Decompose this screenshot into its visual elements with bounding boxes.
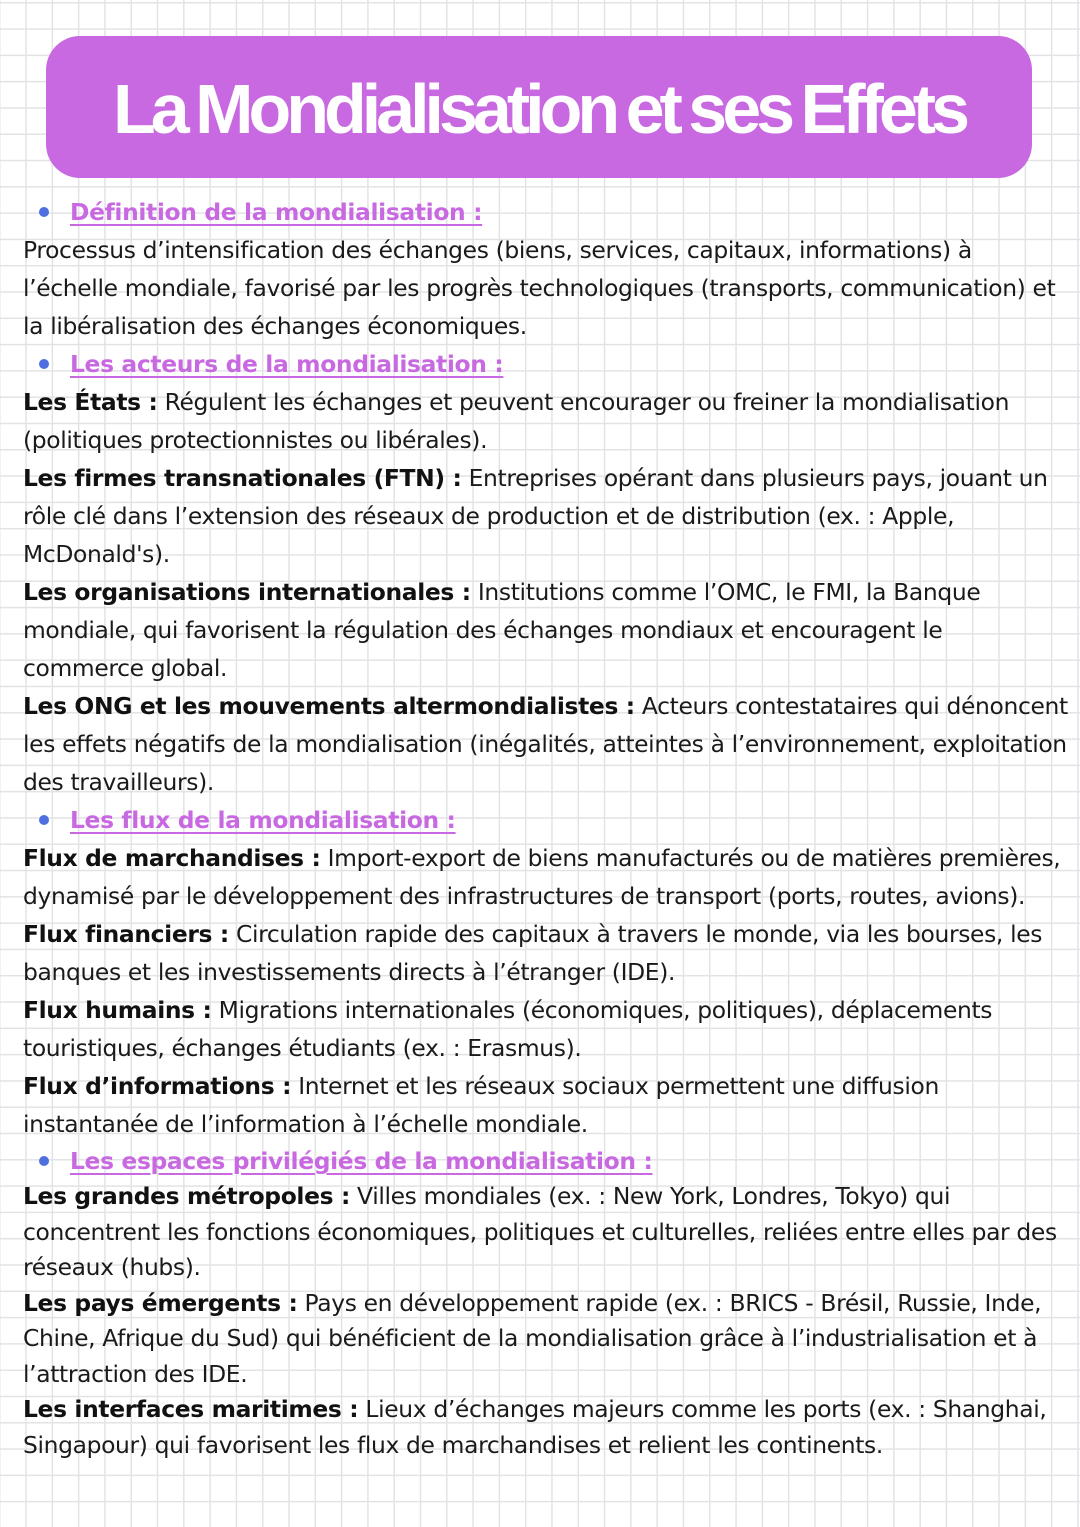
paragraph-text: Processus d’intensification des échanges (biens, services, capitaux, informations) à l’échelle mondiale, favorisé par les progrès technologiques (transports, communication) et la libéralisation des échanges économiques.	[23, 236, 1056, 340]
section-espaces	[23, 1143, 1068, 1463]
section-heading-text: Les flux de la mondialisation :	[70, 806, 456, 834]
section-heading-text: Définition de la mondialisation :	[70, 198, 483, 226]
term-label: Flux humains :	[23, 996, 212, 1024]
bullet-icon	[39, 1156, 49, 1166]
bullet-icon	[39, 359, 49, 369]
document-body	[23, 193, 1068, 1463]
term-label: Les grandes métropoles :	[23, 1182, 350, 1210]
term-label: Les organisations internationales :	[23, 578, 471, 606]
paragraph	[23, 915, 1068, 991]
term-label: Les interfaces maritimes :	[23, 1395, 359, 1423]
paragraph	[23, 1179, 1068, 1286]
paragraph	[23, 1067, 1068, 1143]
section-acteurs	[23, 345, 1068, 801]
paragraph	[23, 231, 1068, 345]
paragraph	[23, 1392, 1068, 1463]
paragraph-text: Lieux d’échanges majeurs comme les ports (ex. : Shanghai, Singapour) qui favorisent les flux de marchandises et relient les continents.	[23, 1395, 1047, 1459]
term-label: Les firmes transnationales (FTN) :	[23, 464, 462, 492]
paragraph-text: Internet et les réseaux sociaux permettent une diffusion instantanée de l’information à l’échelle mondiale.	[23, 1072, 939, 1138]
paragraph	[23, 573, 1068, 687]
section-heading-text: Les acteurs de la mondialisation :	[70, 350, 504, 378]
paragraph	[23, 687, 1068, 801]
title-banner	[46, 36, 1032, 178]
term-label: Flux d’informations :	[23, 1072, 292, 1100]
paragraph-text: Pays en développement rapide (ex. : BRICS - Brésil, Russie, Inde, Chine, Afrique du Sud) qui bénéficient de la mondialisation grâce à l’industrialisation et à l’attraction des IDE.	[23, 1288, 1042, 1388]
term-label: Flux financiers :	[23, 920, 229, 948]
paragraph-text: Circulation rapide des capitaux à travers le monde, via les bourses, les banques et les investissements directs à l’étranger (IDE).	[23, 920, 1043, 986]
paragraph-text: Régulent les échanges et peuvent encourager ou freiner la mondialisation (politiques protectionnistes ou libérales).	[23, 388, 1010, 454]
paragraph	[23, 383, 1068, 459]
paragraph-text: Villes mondiales (ex. : New York, Londres, Tokyo) qui concentrent les fonctions économiques, politiques et culturelles, reliées entre elles par des réseaux (hubs).	[23, 1182, 1057, 1281]
paragraph	[23, 1286, 1068, 1393]
paragraph-text: Acteurs contestataires qui dénoncent les effets négatifs de la mondialisation (inégalités, atteintes à l’environnement, exploitation des travailleurs).	[23, 692, 1068, 796]
page-title: La Mondialisation et ses Effets	[113, 70, 965, 148]
paragraph	[23, 991, 1068, 1067]
paragraph-text: Migrations internationales (économiques, politiques), déplacements touristiques, échanges étudiants (ex. : Erasmus).	[23, 996, 993, 1062]
paragraph	[23, 459, 1068, 573]
paragraph-text: Institutions comme l’OMC, le FMI, la Banque mondiale, qui favorisent la régulation des échanges mondiaux et encouragent le commerce global.	[23, 578, 981, 682]
section-heading-text: Les espaces privilégiés de la mondialisation :	[70, 1147, 653, 1175]
section-heading	[23, 345, 1068, 383]
term-label: Les pays émergents :	[23, 1288, 298, 1317]
section-definition	[23, 193, 1068, 345]
bullet-icon	[39, 207, 49, 217]
term-label: Les États :	[23, 388, 158, 416]
bullet-icon	[39, 815, 49, 825]
section-flux	[23, 801, 1068, 1143]
term-label: Flux de marchandises :	[23, 844, 321, 872]
section-heading	[23, 193, 1068, 231]
section-heading	[23, 801, 1068, 839]
paragraph-text: Entreprises opérant dans plusieurs pays, jouant un rôle clé dans l’extension des réseaux de production et de distribution (ex. : Apple, McDonald's).	[23, 464, 1048, 568]
paragraph-text: Import-export de biens manufacturés ou de matières premières, dynamisé par le développement des infrastructures de transport (ports, routes, avions).	[23, 844, 1061, 910]
term-label: Les ONG et les mouvements altermondialistes :	[23, 692, 635, 720]
paragraph	[23, 839, 1068, 915]
section-heading	[23, 1143, 1068, 1179]
